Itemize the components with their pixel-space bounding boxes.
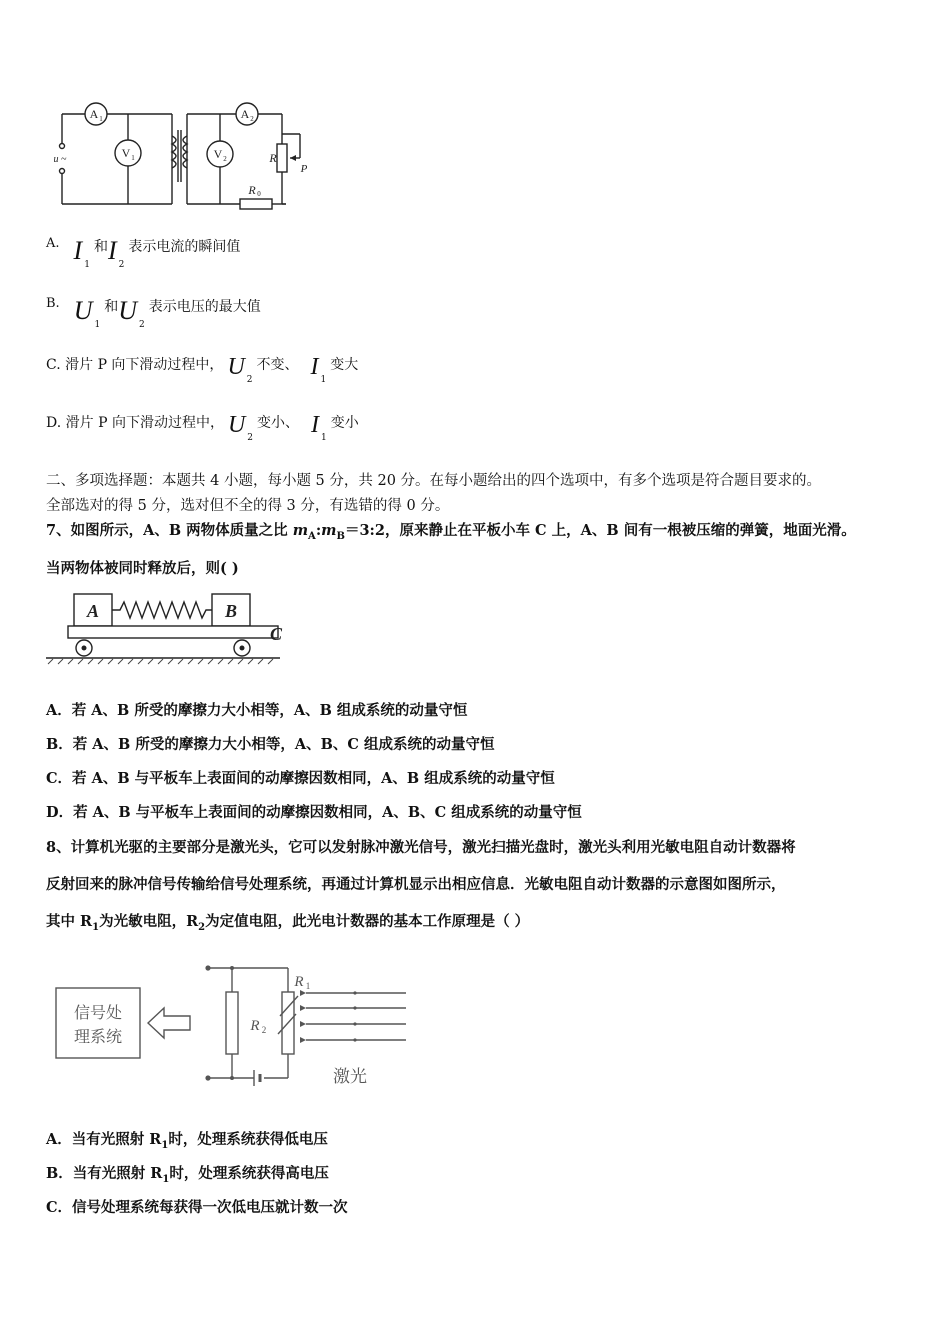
p-label: P: [300, 163, 308, 175]
q6-option-c: C. 滑片 P 向下滑动过程中， U $_2$不变、 I $_1$变大: [46, 354, 359, 385]
q8-stem-line2: 反射回来的脉冲信号传输给信号处理系统，再通过计算机显示出相应信息．光敏电阻自动计数器的示意图如图所示，: [46, 876, 786, 893]
v1-sub: 1: [131, 154, 135, 162]
q8-option-c: C．信号处理系统每获得一次低电压就计数一次: [46, 1199, 348, 1216]
r-label: R: [269, 151, 277, 165]
section2-line2: 全部选对的得 5 分，选对但不全的得 3 分，有选错的得 0 分。: [46, 498, 450, 514]
q8-stem-line1: 8、计算机光驱的主要部分是激光头，它可以发射脉冲激光信号，激光扫描光盘时，激光头利用光敏电阻自动计数器将: [46, 839, 796, 856]
q7-option-b: B．若 A、B 所受的摩擦力大小相等，A、B、C 组成系统的动量守恒: [46, 736, 495, 753]
r1-label: R: [294, 974, 304, 990]
q6-option-d: D. 滑片 P 向下滑动过程中， U $_2$变小、 I $_1$变小: [46, 412, 359, 443]
q6-option-a: A. I $_1$和I $_2$表示电流的瞬间值: [46, 236, 241, 270]
transformer-circuit-figure: [50, 96, 310, 216]
section2-line1: 二、多项选择题：本题共 4 小题，每小题 5 分，共 20 分。在每小题给出的四个选项中，有多个选项是符合题目要求的。: [46, 473, 822, 489]
a2-label: A: [240, 107, 250, 121]
photo-counter-figure: [50, 958, 420, 1098]
cart-spring-figure: [44, 588, 294, 668]
q8-option-b: B．当有光照射 $R_1$时，处理系统获得高电压: [46, 1165, 329, 1185]
q7-stem: 7、如图所示，A、B 两物体质量之比 $m_A:m_B=3:2$，原来静止在平板小车 C 上，A、B 间有一根被压缩的弹簧，地面光滑。: [46, 522, 856, 542]
block-a-label: A: [86, 601, 100, 621]
laser-label: 激光: [333, 1067, 367, 1087]
u-label: u ~: [53, 154, 67, 165]
cart-c-label: C: [269, 624, 283, 644]
r2-sub: 2: [261, 1025, 267, 1035]
r1-sub: 1: [305, 981, 311, 991]
q7-option-d: D．若 A、B 与平板车上表面间的动摩擦因数相同，A、B、C 组成系统的动量守恒: [46, 804, 582, 821]
r0-sub: 0: [257, 190, 261, 198]
block-b-label: B: [224, 601, 238, 621]
q6-option-b: B. U $_1$和U $_2$表示电压的最大值: [46, 296, 261, 330]
a2-sub: 2: [250, 115, 254, 123]
r0-label: R: [248, 183, 256, 197]
q8-option-a: A．当有光照射 $R_1$时，处理系统获得低电压: [46, 1131, 328, 1151]
v2-sub: 2: [223, 155, 227, 163]
signal-box-line2: 理系统: [73, 1027, 123, 1046]
a1-sub: 1: [99, 115, 103, 123]
v2-label: V: [213, 147, 223, 161]
a1-label: A: [89, 107, 99, 121]
r2-label: R: [250, 1018, 260, 1034]
v1-label: V: [121, 146, 131, 160]
q7-stem-line2: 当两物体被同时释放后，则( ): [46, 560, 239, 577]
signal-box-line1: 信号处: [73, 1003, 123, 1022]
q8-stem-line3: 其中 $R_1$为光敏电阻，$R_2$为定值电阻，此光电计数器的基本工作原理是（ ）: [46, 913, 530, 933]
q7-option-a: A．若 A、B 所受的摩擦力大小相等，A、B 组成系统的动量守恒: [46, 702, 468, 719]
q7-option-c: C．若 A、B 与平板车上表面间的动摩擦因数相同，A、B 组成系统的动量守恒: [46, 770, 555, 787]
